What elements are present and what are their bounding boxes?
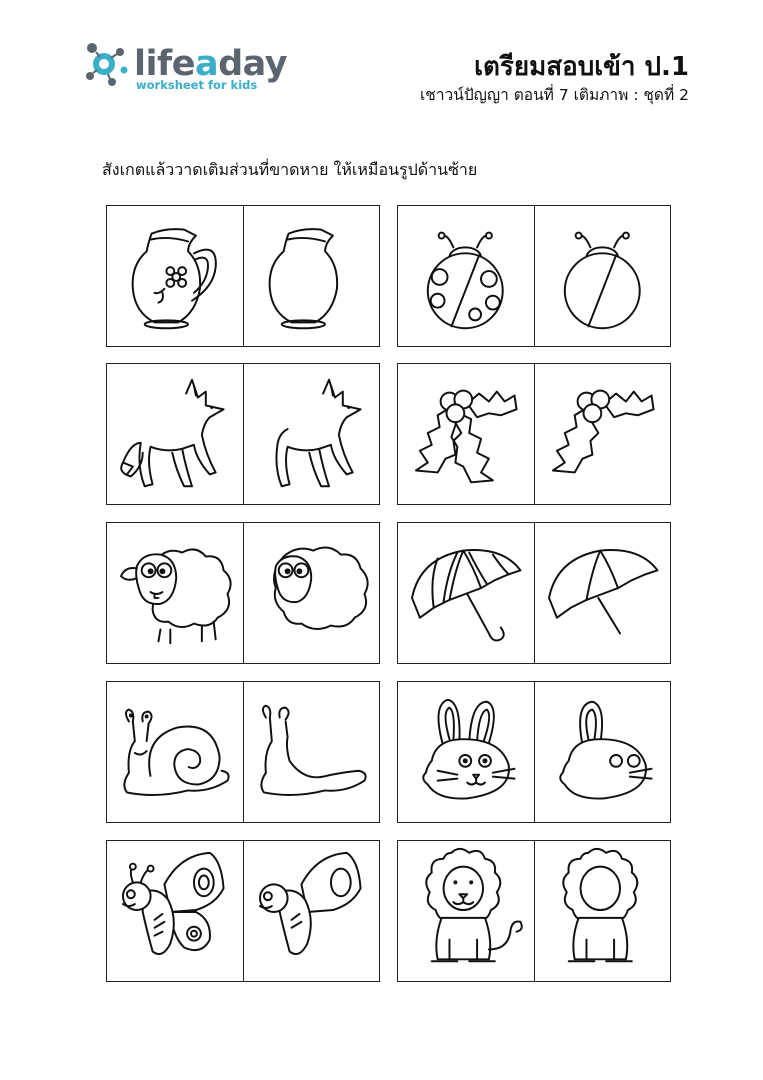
sheep-icon (107, 523, 243, 663)
page-subtitle: เชาวน์ปัญญา ตอนที่ 7 เติมภาพ : ชุดที่ 2 (420, 86, 689, 104)
pair-fox (106, 363, 380, 505)
complete-picture-cell (107, 682, 243, 822)
instruction-text: สังเกตแล้ววาดเติมส่วนที่ขาดหาย ให้เหมือนรูปด้านซ้าย (102, 160, 478, 179)
butterfly-missing-wing-icon (244, 841, 380, 981)
incomplete-picture-cell (534, 206, 671, 346)
snail-missing-shell-icon (244, 682, 380, 822)
lion-missing-face-icon (535, 841, 671, 981)
incomplete-picture-cell (534, 841, 671, 981)
holly-missing-leaf-icon (535, 364, 671, 504)
ladybug-icon (398, 206, 534, 346)
pair-rabbit (397, 681, 671, 823)
holly-icon (398, 364, 534, 504)
pair-snail (106, 681, 380, 823)
pair-lion (397, 840, 671, 982)
logo (82, 40, 288, 96)
complete-picture-cell (107, 523, 243, 663)
page-title: เตรียมสอบเข้า ป.1 (474, 52, 689, 82)
complete-picture-cell (107, 206, 243, 346)
pair-ladybug (397, 205, 671, 347)
complete-picture-cell (398, 364, 534, 504)
incomplete-picture-cell (534, 523, 671, 663)
umbrella-icon (398, 523, 534, 663)
fox-icon (107, 364, 243, 504)
jug-icon (107, 206, 243, 346)
logo-tagline: worksheet for kids (136, 78, 258, 92)
logo-wordmark: lifeaday (134, 44, 288, 84)
incomplete-picture-cell (243, 364, 380, 504)
sheep-missing-legs-icon (244, 523, 380, 663)
umbrella-missing-stripes-icon (535, 523, 671, 663)
complete-picture-cell (398, 523, 534, 663)
incomplete-picture-cell (243, 841, 380, 981)
incomplete-picture-cell (243, 682, 380, 822)
rabbit-missing-ear-icon (535, 682, 671, 822)
incomplete-picture-cell (534, 364, 671, 504)
complete-picture-cell (107, 364, 243, 504)
butterfly-icon (107, 841, 243, 981)
incomplete-picture-cell (534, 682, 671, 822)
fox-missing-tail-icon (244, 364, 380, 504)
molecule-logo-icon (82, 40, 132, 90)
incomplete-picture-cell (243, 206, 380, 346)
ladybug-missing-spots-icon (535, 206, 671, 346)
pair-butterfly (106, 840, 380, 982)
rabbit-icon (398, 682, 534, 822)
complete-picture-cell (398, 206, 534, 346)
complete-picture-cell (398, 841, 534, 981)
lion-icon (398, 841, 534, 981)
complete-picture-cell (107, 841, 243, 981)
pair-umbrella (397, 522, 671, 664)
pair-jug (106, 205, 380, 347)
jug-missing-handle-icon (244, 206, 380, 346)
snail-icon (107, 682, 243, 822)
incomplete-picture-cell (243, 523, 380, 663)
pair-sheep (106, 522, 380, 664)
complete-picture-cell (398, 682, 534, 822)
pair-holly (397, 363, 671, 505)
